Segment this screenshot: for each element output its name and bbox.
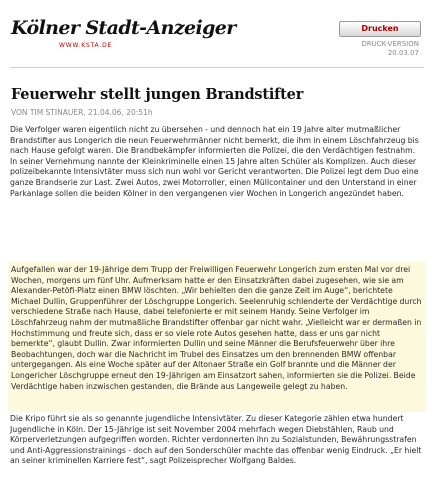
print-button[interactable]: Drucken (339, 21, 421, 37)
article-paragraph: Die Kripo führt sie als so genannte jugendliche Intensivtäter. Zu dieser Kategorie zählen etwa hundert Jugendliche in Köln. Der 15-Jährige ist seit November 2004 mehrfach wegen Diebstählen, Raub und Körperverletzungen aufgegriffen worden. Richter verdonnerten ihn zu Sozialstunden, Bewährungsstrafen und Anti-Aggressionstrainings - doch auf den Sonderschüler machte das offenbar wenig Eindruck. „Er hielt an seiner kriminellen Karriere fest“, sagt Polizeisprecher Wolfgang Baldes. (10, 414, 422, 466)
article-headline: Feuerwehr stellt jungen Brandstifter (11, 86, 304, 103)
article-byline: VON TIM STINAUER, 21.04.06, 20:51h (11, 108, 153, 117)
print-date: 20.03.07 (387, 49, 419, 57)
article-paragraph-highlighted: Aufgefallen war der 19-Jährige dem Trupp der Freiwilligen Feuerwehr Longerich zum ersten Mal vor drei Wochen, morgens um fünf Uhr. Aufmerksam hatte er den Einsatzkräften dabei zugesehen, wie sie am Alexander-Petöfi-Platz einen BMW löschten. „Wir behielten den die ganze Zeit im Auge“, berichtete Michael Dullin, Gruppenführer der Löschgruppe Longerich. Seelenruhig schlenderte der Verdächtige durch verschiedene Straße nach Hause, dabei telefonierte er mit seinem Handy. Seine Verfolger im Löschfahrzeug nahm der mutmaßliche Brandstifter offenbar gar nicht wahr. „Vielleicht war er dermaßen in Hochstimmung und freute sich, dass er so viele rote Autos gesehen hatte, dass er uns gar nicht bemerkte“, glaubt Dullin. Zwar informierten Dullin und seine Männer die Berufsfeuerwehr über ihre Beobachtungen, doch war die Nachricht im Trubel des Einsatzes um den brennenden BMW offenbar untergegangen. Als eine Woche später auf der Altonaer Straße ein Golf brannte und die Männer der Longericher Löschgruppe erneut den 19-Jährigen am Einsatzort sahen, informierten sie die Polizei. Beide Verdächtige haben inzwischen gestanden, die Brände aus Langeweile gelegt zu haben. (11, 265, 422, 391)
logo-url: WWW.KSTA.DE (59, 42, 113, 49)
masthead (9, 14, 425, 62)
print-version-label: DRUCK-VERSION (361, 40, 419, 48)
newspaper-logo[interactable]: Kölner Stadt-Anzeiger (11, 17, 236, 39)
header-divider (10, 67, 424, 68)
article-paragraph: Die Verfolger waren eigentlich nicht zu übersehen - und dennoch hat ein 19 Jahre alter mutmaßlicher Brandstifter aus Longerich die neun Feuerwehrmänner nicht bemerkt, die ihm in einem Löschfahrzeug bis nach Hause gefolgt waren. Die Brandbekämpfer informierten die Polizei, die den Verdächtigen festnahm. In seiner Vernehmung nannte der Kleinkriminelle einen 15 Jahre alten Schüler als Komplizen. Auch dieser polizeibekannte Intensivtäter muss sich nun wohl vor Gericht verantworten. Die Polizei legt dem Duo eine ganze Brandserie zur Last. Zwei Autos, zwei Motorroller, einen Müllcontainer und den Unterstand in einer Parkanlage sollen die beiden Kölner in den vergangenen vier Wochen in Longerich angezündet haben. (10, 125, 419, 198)
